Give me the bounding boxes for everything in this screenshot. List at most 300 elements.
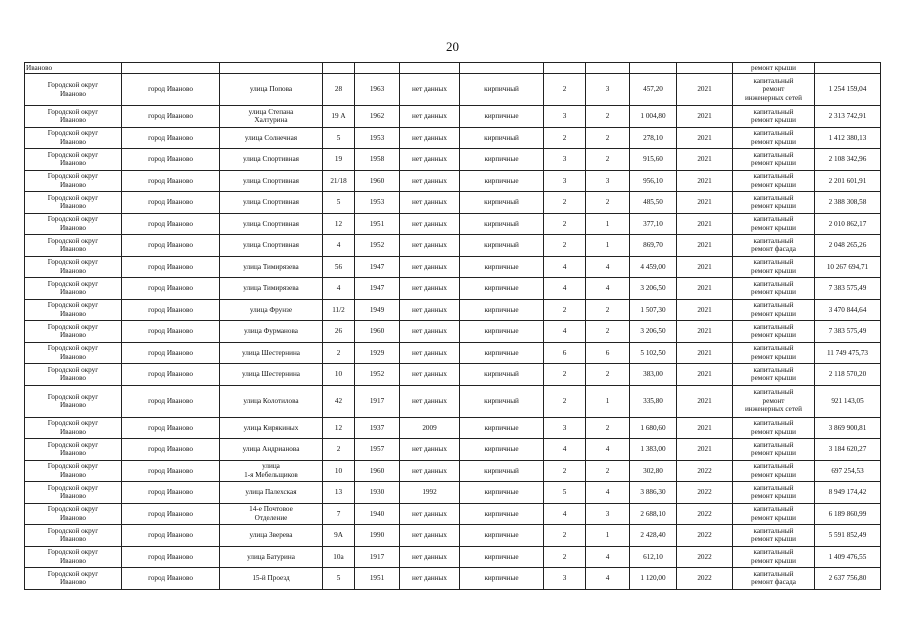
cost-cell: 5 591 852,49	[815, 525, 881, 547]
district-cell: Городской округ Иваново	[25, 213, 122, 235]
repair-year-cell: 2021	[677, 235, 733, 257]
cost-cell: 2 010 862,17	[815, 213, 881, 235]
entrances-cell: 2	[586, 192, 630, 214]
cost-cell: 3 869 900,81	[815, 417, 881, 439]
table-row	[25, 503, 881, 525]
city-cell: город Иваново	[122, 235, 220, 257]
area-cell: 5 102,50	[630, 342, 677, 364]
work-type-cell: капитальный ремонт крыши	[733, 170, 815, 192]
reconstruction-year-cell: нет данных	[400, 74, 460, 106]
year-built-cell: 1949	[355, 299, 400, 321]
city-cell: город Иваново	[122, 192, 220, 214]
house-number-cell: 12	[323, 213, 355, 235]
year-built-cell: 1953	[355, 192, 400, 214]
reconstruction-year-cell: нет данных	[400, 525, 460, 547]
cost-cell: 2 048 265,26	[815, 235, 881, 257]
street-cell: улица Спортивная	[220, 170, 323, 192]
wall-material-cell: кирпичный	[460, 385, 544, 417]
floors-cell: 3	[544, 149, 586, 171]
cost-cell: 2 637 756,80	[815, 568, 881, 590]
wall-material-cell	[460, 63, 544, 74]
street-cell: улица Кирякиных	[220, 417, 323, 439]
entrances-cell: 2	[586, 106, 630, 128]
floors-cell: 3	[544, 106, 586, 128]
table-row	[25, 256, 881, 278]
work-type-cell: капитальный ремонт крыши	[733, 127, 815, 149]
area-cell: 956,10	[630, 170, 677, 192]
wall-material-cell: кирпичные	[460, 106, 544, 128]
area-cell: 278,10	[630, 127, 677, 149]
year-built-cell: 1951	[355, 213, 400, 235]
area-cell: 1 004,80	[630, 106, 677, 128]
table-row	[25, 149, 881, 171]
reconstruction-year-cell: нет данных	[400, 170, 460, 192]
work-type-cell: капитальный ремонт крыши	[733, 482, 815, 504]
cost-cell: 2 201 601,91	[815, 170, 881, 192]
area-cell: 869,70	[630, 235, 677, 257]
area-cell: 3 886,30	[630, 482, 677, 504]
page-number: 20	[446, 39, 459, 54]
work-type-cell: капитальный ремонт крыши	[733, 417, 815, 439]
cost-cell: 2 388 308,58	[815, 192, 881, 214]
work-type-cell: капитальный ремонт крыши	[733, 364, 815, 386]
street-cell: улица Батурина	[220, 546, 323, 568]
city-cell: город Иваново	[122, 213, 220, 235]
year-built-cell: 1929	[355, 342, 400, 364]
house-number-cell: 4	[323, 278, 355, 300]
work-type-cell: капитальный ремонт инженерных сетей	[733, 385, 815, 417]
reconstruction-year-cell: нет данных	[400, 235, 460, 257]
district-cell: Городской округ Иваново	[25, 342, 122, 364]
table-row	[25, 342, 881, 364]
wall-material-cell: кирпичные	[460, 417, 544, 439]
wall-material-cell: кирпичные	[460, 525, 544, 547]
repair-year-cell: 2022	[677, 482, 733, 504]
floors-cell: 4	[544, 439, 586, 461]
entrances-cell: 4	[586, 568, 630, 590]
district-cell: Городской округ Иваново	[25, 192, 122, 214]
street-cell: улица Спортивная	[220, 235, 323, 257]
reconstruction-year-cell: нет данных	[400, 256, 460, 278]
house-number-cell: 21/18	[323, 170, 355, 192]
city-cell: город Иваново	[122, 299, 220, 321]
district-cell: Городской округ Иваново	[25, 525, 122, 547]
wall-material-cell: кирпичные	[460, 321, 544, 343]
table-row	[25, 278, 881, 300]
district-cell: Городской округ Иваново	[25, 439, 122, 461]
repair-year-cell: 2021	[677, 213, 733, 235]
house-number-cell: 5	[323, 192, 355, 214]
house-number-cell: 10а	[323, 546, 355, 568]
wall-material-cell: кирпичный	[460, 460, 544, 482]
floors-cell: 3	[544, 170, 586, 192]
area-cell: 1 383,00	[630, 439, 677, 461]
wall-material-cell: кирпичные	[460, 439, 544, 461]
wall-material-cell: кирпичный	[460, 127, 544, 149]
reconstruction-year-cell: нет данных	[400, 127, 460, 149]
city-cell: город Иваново	[122, 460, 220, 482]
repair-year-cell: 2022	[677, 460, 733, 482]
house-number-cell: 19	[323, 149, 355, 171]
cost-cell: 3 470 844,64	[815, 299, 881, 321]
street-cell: улица Фурманова	[220, 321, 323, 343]
district-cell: Городской округ Иваново	[25, 385, 122, 417]
work-type-cell: капитальный ремонт крыши	[733, 321, 815, 343]
floors-cell: 2	[544, 364, 586, 386]
floors-cell: 4	[544, 503, 586, 525]
entrances-cell: 4	[586, 278, 630, 300]
repair-year-cell: 2021	[677, 192, 733, 214]
street-cell: улица Тимирязева	[220, 256, 323, 278]
entrances-cell: 3	[586, 503, 630, 525]
cost-cell: 2 313 742,91	[815, 106, 881, 128]
entrances-cell: 6	[586, 342, 630, 364]
wall-material-cell: кирпичный	[460, 74, 544, 106]
cost-cell	[815, 63, 881, 74]
city-cell: город Иваново	[122, 342, 220, 364]
district-cell: Иваново	[25, 63, 122, 74]
street-cell: улица Тимирязева	[220, 278, 323, 300]
area-cell: 1 120,00	[630, 568, 677, 590]
floors-cell: 2	[544, 299, 586, 321]
work-type-cell: капитальный ремонт фасада	[733, 235, 815, 257]
entrances-cell: 3	[586, 74, 630, 106]
reconstruction-year-cell: нет данных	[400, 299, 460, 321]
reconstruction-year-cell: нет данных	[400, 149, 460, 171]
reconstruction-year-cell: нет данных	[400, 213, 460, 235]
reconstruction-year-cell: нет данных	[400, 439, 460, 461]
house-number-cell: 19 А	[323, 106, 355, 128]
house-number-cell: 13	[323, 482, 355, 504]
table-row	[25, 321, 881, 343]
work-type-cell: капитальный ремонт крыши	[733, 149, 815, 171]
year-built-cell: 1917	[355, 546, 400, 568]
table-row	[25, 192, 881, 214]
repair-year-cell: 2022	[677, 568, 733, 590]
table-body	[25, 63, 881, 590]
cost-cell: 7 383 575,49	[815, 278, 881, 300]
city-cell: город Иваново	[122, 170, 220, 192]
city-cell: город Иваново	[122, 74, 220, 106]
city-cell: город Иваново	[122, 278, 220, 300]
street-cell: улица Колотилова	[220, 385, 323, 417]
cost-cell: 697 254,53	[815, 460, 881, 482]
table-row	[25, 546, 881, 568]
street-cell: улица Шестернина	[220, 364, 323, 386]
cost-cell: 1 412 380,13	[815, 127, 881, 149]
district-cell: Городской округ Иваново	[25, 235, 122, 257]
district-cell: Городской округ Иваново	[25, 106, 122, 128]
year-built-cell: 1917	[355, 385, 400, 417]
area-cell: 612,10	[630, 546, 677, 568]
street-cell: улица Спортивная	[220, 149, 323, 171]
street-cell: улица Шестернина	[220, 342, 323, 364]
entrances-cell: 4	[586, 439, 630, 461]
area-cell: 457,20	[630, 74, 677, 106]
city-cell: город Иваново	[122, 482, 220, 504]
reconstruction-year-cell: нет данных	[400, 385, 460, 417]
work-type-cell: капитальный ремонт крыши	[733, 278, 815, 300]
reconstruction-year-cell: нет данных	[400, 106, 460, 128]
work-type-cell: капитальный ремонт крыши	[733, 525, 815, 547]
street-cell: 15-й Проезд	[220, 568, 323, 590]
wall-material-cell: кирпичные	[460, 149, 544, 171]
entrances-cell: 2	[586, 417, 630, 439]
district-cell: Городской округ Иваново	[25, 321, 122, 343]
floors-cell: 3	[544, 568, 586, 590]
repair-year-cell: 2021	[677, 364, 733, 386]
floors-cell	[544, 63, 586, 74]
work-type-cell: капитальный ремонт крыши	[733, 546, 815, 568]
floors-cell: 2	[544, 74, 586, 106]
repair-year-cell	[677, 63, 733, 74]
work-type-cell: капитальный ремонт крыши	[733, 342, 815, 364]
table-row	[25, 74, 881, 106]
table-row	[25, 170, 881, 192]
street-cell: 14-е Почтовое Отделение	[220, 503, 323, 525]
year-built-cell: 1990	[355, 525, 400, 547]
table-row	[25, 568, 881, 590]
reconstruction-year-cell: нет данных	[400, 546, 460, 568]
district-cell: Городской округ Иваново	[25, 74, 122, 106]
year-built-cell: 1963	[355, 74, 400, 106]
floors-cell: 2	[544, 235, 586, 257]
area-cell: 383,00	[630, 364, 677, 386]
repair-year-cell: 2021	[677, 127, 733, 149]
city-cell	[122, 63, 220, 74]
city-cell: город Иваново	[122, 106, 220, 128]
reconstruction-year-cell: нет данных	[400, 503, 460, 525]
city-cell: город Иваново	[122, 503, 220, 525]
street-cell: улица Зверева	[220, 525, 323, 547]
work-type-cell: капитальный ремонт крыши	[733, 439, 815, 461]
district-cell: Городской округ Иваново	[25, 149, 122, 171]
table-row	[25, 385, 881, 417]
entrances-cell: 2	[586, 127, 630, 149]
floors-cell: 2	[544, 213, 586, 235]
wall-material-cell: кирпичные	[460, 546, 544, 568]
repair-year-cell: 2021	[677, 342, 733, 364]
city-cell: город Иваново	[122, 439, 220, 461]
wall-material-cell: кирпичный	[460, 213, 544, 235]
area-cell: 377,10	[630, 213, 677, 235]
city-cell: город Иваново	[122, 127, 220, 149]
city-cell: город Иваново	[122, 364, 220, 386]
work-type-cell: капитальный ремонт крыши	[733, 256, 815, 278]
work-type-cell: капитальный ремонт крыши	[733, 503, 815, 525]
work-type-cell: ремонт крыши	[733, 63, 815, 74]
city-cell: город Иваново	[122, 525, 220, 547]
cost-cell: 11 749 475,73	[815, 342, 881, 364]
reconstruction-year-cell: нет данных	[400, 278, 460, 300]
wall-material-cell: кирпичные	[460, 170, 544, 192]
reconstruction-year-cell: нет данных	[400, 364, 460, 386]
reconstruction-year-cell: нет данных	[400, 568, 460, 590]
house-number-cell: 5	[323, 127, 355, 149]
entrances-cell: 2	[586, 321, 630, 343]
repair-year-cell: 2021	[677, 417, 733, 439]
wall-material-cell: кирпичный	[460, 192, 544, 214]
floors-cell: 5	[544, 482, 586, 504]
entrances-cell: 2	[586, 364, 630, 386]
district-cell: Городской округ Иваново	[25, 482, 122, 504]
year-built-cell: 1952	[355, 364, 400, 386]
table-row	[25, 439, 881, 461]
reconstruction-year-cell: 2009	[400, 417, 460, 439]
repair-year-cell: 2021	[677, 170, 733, 192]
floors-cell: 2	[544, 127, 586, 149]
year-built-cell: 1947	[355, 256, 400, 278]
entrances-cell	[586, 63, 630, 74]
street-cell: улица Фрунзе	[220, 299, 323, 321]
year-built-cell: 1930	[355, 482, 400, 504]
work-type-cell: капитальный ремонт крыши	[733, 299, 815, 321]
house-number-cell: 4	[323, 235, 355, 257]
area-cell: 1 507,30	[630, 299, 677, 321]
repair-year-cell: 2021	[677, 256, 733, 278]
work-type-cell: капитальный ремонт крыши	[733, 192, 815, 214]
wall-material-cell: кирпичный	[460, 235, 544, 257]
year-built-cell: 1957	[355, 439, 400, 461]
street-cell: улица Солнечная	[220, 127, 323, 149]
reconstruction-year-cell: нет данных	[400, 460, 460, 482]
repair-year-cell: 2021	[677, 74, 733, 106]
district-cell: Городской округ Иваново	[25, 170, 122, 192]
house-number-cell: 11/2	[323, 299, 355, 321]
cost-cell: 1 254 159,04	[815, 74, 881, 106]
year-built-cell	[355, 63, 400, 74]
work-type-cell: капитальный ремонт крыши	[733, 213, 815, 235]
repair-year-cell: 2021	[677, 439, 733, 461]
area-cell: 4 459,00	[630, 256, 677, 278]
city-cell: город Иваново	[122, 568, 220, 590]
house-number-cell	[323, 63, 355, 74]
repair-year-cell: 2021	[677, 149, 733, 171]
reconstruction-year-cell: 1992	[400, 482, 460, 504]
repair-year-cell: 2021	[677, 321, 733, 343]
street-cell: улица Попова	[220, 74, 323, 106]
wall-material-cell: кирпичный	[460, 364, 544, 386]
table-row	[25, 106, 881, 128]
repair-year-cell: 2022	[677, 503, 733, 525]
city-cell: город Иваново	[122, 417, 220, 439]
year-built-cell: 1951	[355, 568, 400, 590]
city-cell: город Иваново	[122, 256, 220, 278]
work-type-cell: капитальный ремонт крыши	[733, 106, 815, 128]
cost-cell: 6 189 860,99	[815, 503, 881, 525]
wall-material-cell: кирпичные	[460, 299, 544, 321]
district-cell: Городской округ Иваново	[25, 568, 122, 590]
district-cell: Городской округ Иваново	[25, 460, 122, 482]
area-cell: 2 428,40	[630, 525, 677, 547]
floors-cell: 4	[544, 256, 586, 278]
district-cell: Городской округ Иваново	[25, 503, 122, 525]
area-cell: 302,80	[630, 460, 677, 482]
housing-repair-table	[24, 62, 881, 590]
street-cell: улица Палехская	[220, 482, 323, 504]
district-cell: Городской округ Иваново	[25, 127, 122, 149]
repair-year-cell: 2021	[677, 278, 733, 300]
area-cell	[630, 63, 677, 74]
year-built-cell: 1960	[355, 170, 400, 192]
wall-material-cell: кирпичные	[460, 342, 544, 364]
district-cell: Городской округ Иваново	[25, 364, 122, 386]
floors-cell: 2	[544, 460, 586, 482]
street-cell: улица Степана Халтурина	[220, 106, 323, 128]
house-number-cell: 10	[323, 460, 355, 482]
entrances-cell: 1	[586, 235, 630, 257]
repair-year-cell: 2022	[677, 525, 733, 547]
area-cell: 1 680,60	[630, 417, 677, 439]
area-cell: 3 206,50	[630, 321, 677, 343]
year-built-cell: 1953	[355, 127, 400, 149]
street-cell: улица Андрианова	[220, 439, 323, 461]
wall-material-cell: кирпичные	[460, 482, 544, 504]
work-type-cell: капитальный ремонт инженерных сетей	[733, 74, 815, 106]
table-row	[25, 213, 881, 235]
house-number-cell: 5	[323, 568, 355, 590]
reconstruction-year-cell: нет данных	[400, 192, 460, 214]
entrances-cell: 4	[586, 256, 630, 278]
cost-cell: 921 143,05	[815, 385, 881, 417]
wall-material-cell: кирпичные	[460, 278, 544, 300]
repair-year-cell: 2021	[677, 299, 733, 321]
district-cell: Городской округ Иваново	[25, 278, 122, 300]
table-row	[25, 63, 881, 74]
entrances-cell: 4	[586, 482, 630, 504]
entrances-cell: 1	[586, 213, 630, 235]
table-row	[25, 482, 881, 504]
floors-cell: 3	[544, 417, 586, 439]
street-cell: улица Спортивная	[220, 213, 323, 235]
house-number-cell: 10	[323, 364, 355, 386]
entrances-cell: 2	[586, 460, 630, 482]
table-row	[25, 525, 881, 547]
district-cell: Городской округ Иваново	[25, 299, 122, 321]
house-number-cell: 56	[323, 256, 355, 278]
house-number-cell: 2	[323, 342, 355, 364]
table-row	[25, 299, 881, 321]
house-number-cell: 9А	[323, 525, 355, 547]
area-cell: 915,60	[630, 149, 677, 171]
floors-cell: 2	[544, 546, 586, 568]
year-built-cell: 1947	[355, 278, 400, 300]
entrances-cell: 2	[586, 149, 630, 171]
year-built-cell: 1962	[355, 106, 400, 128]
entrances-cell: 2	[586, 299, 630, 321]
entrances-cell: 4	[586, 546, 630, 568]
house-number-cell: 42	[323, 385, 355, 417]
repair-year-cell: 2021	[677, 106, 733, 128]
entrances-cell: 1	[586, 525, 630, 547]
house-number-cell: 2	[323, 439, 355, 461]
table-row	[25, 127, 881, 149]
district-cell: Городской округ Иваново	[25, 256, 122, 278]
area-cell: 2 688,10	[630, 503, 677, 525]
table-row	[25, 460, 881, 482]
entrances-cell: 3	[586, 170, 630, 192]
district-cell: Городской округ Иваново	[25, 546, 122, 568]
city-cell: город Иваново	[122, 149, 220, 171]
floors-cell: 2	[544, 385, 586, 417]
reconstruction-year-cell: нет данных	[400, 321, 460, 343]
cost-cell: 2 118 570,20	[815, 364, 881, 386]
wall-material-cell: кирпичные	[460, 503, 544, 525]
house-number-cell: 26	[323, 321, 355, 343]
city-cell: город Иваново	[122, 321, 220, 343]
repair-year-cell: 2022	[677, 546, 733, 568]
table-row	[25, 364, 881, 386]
